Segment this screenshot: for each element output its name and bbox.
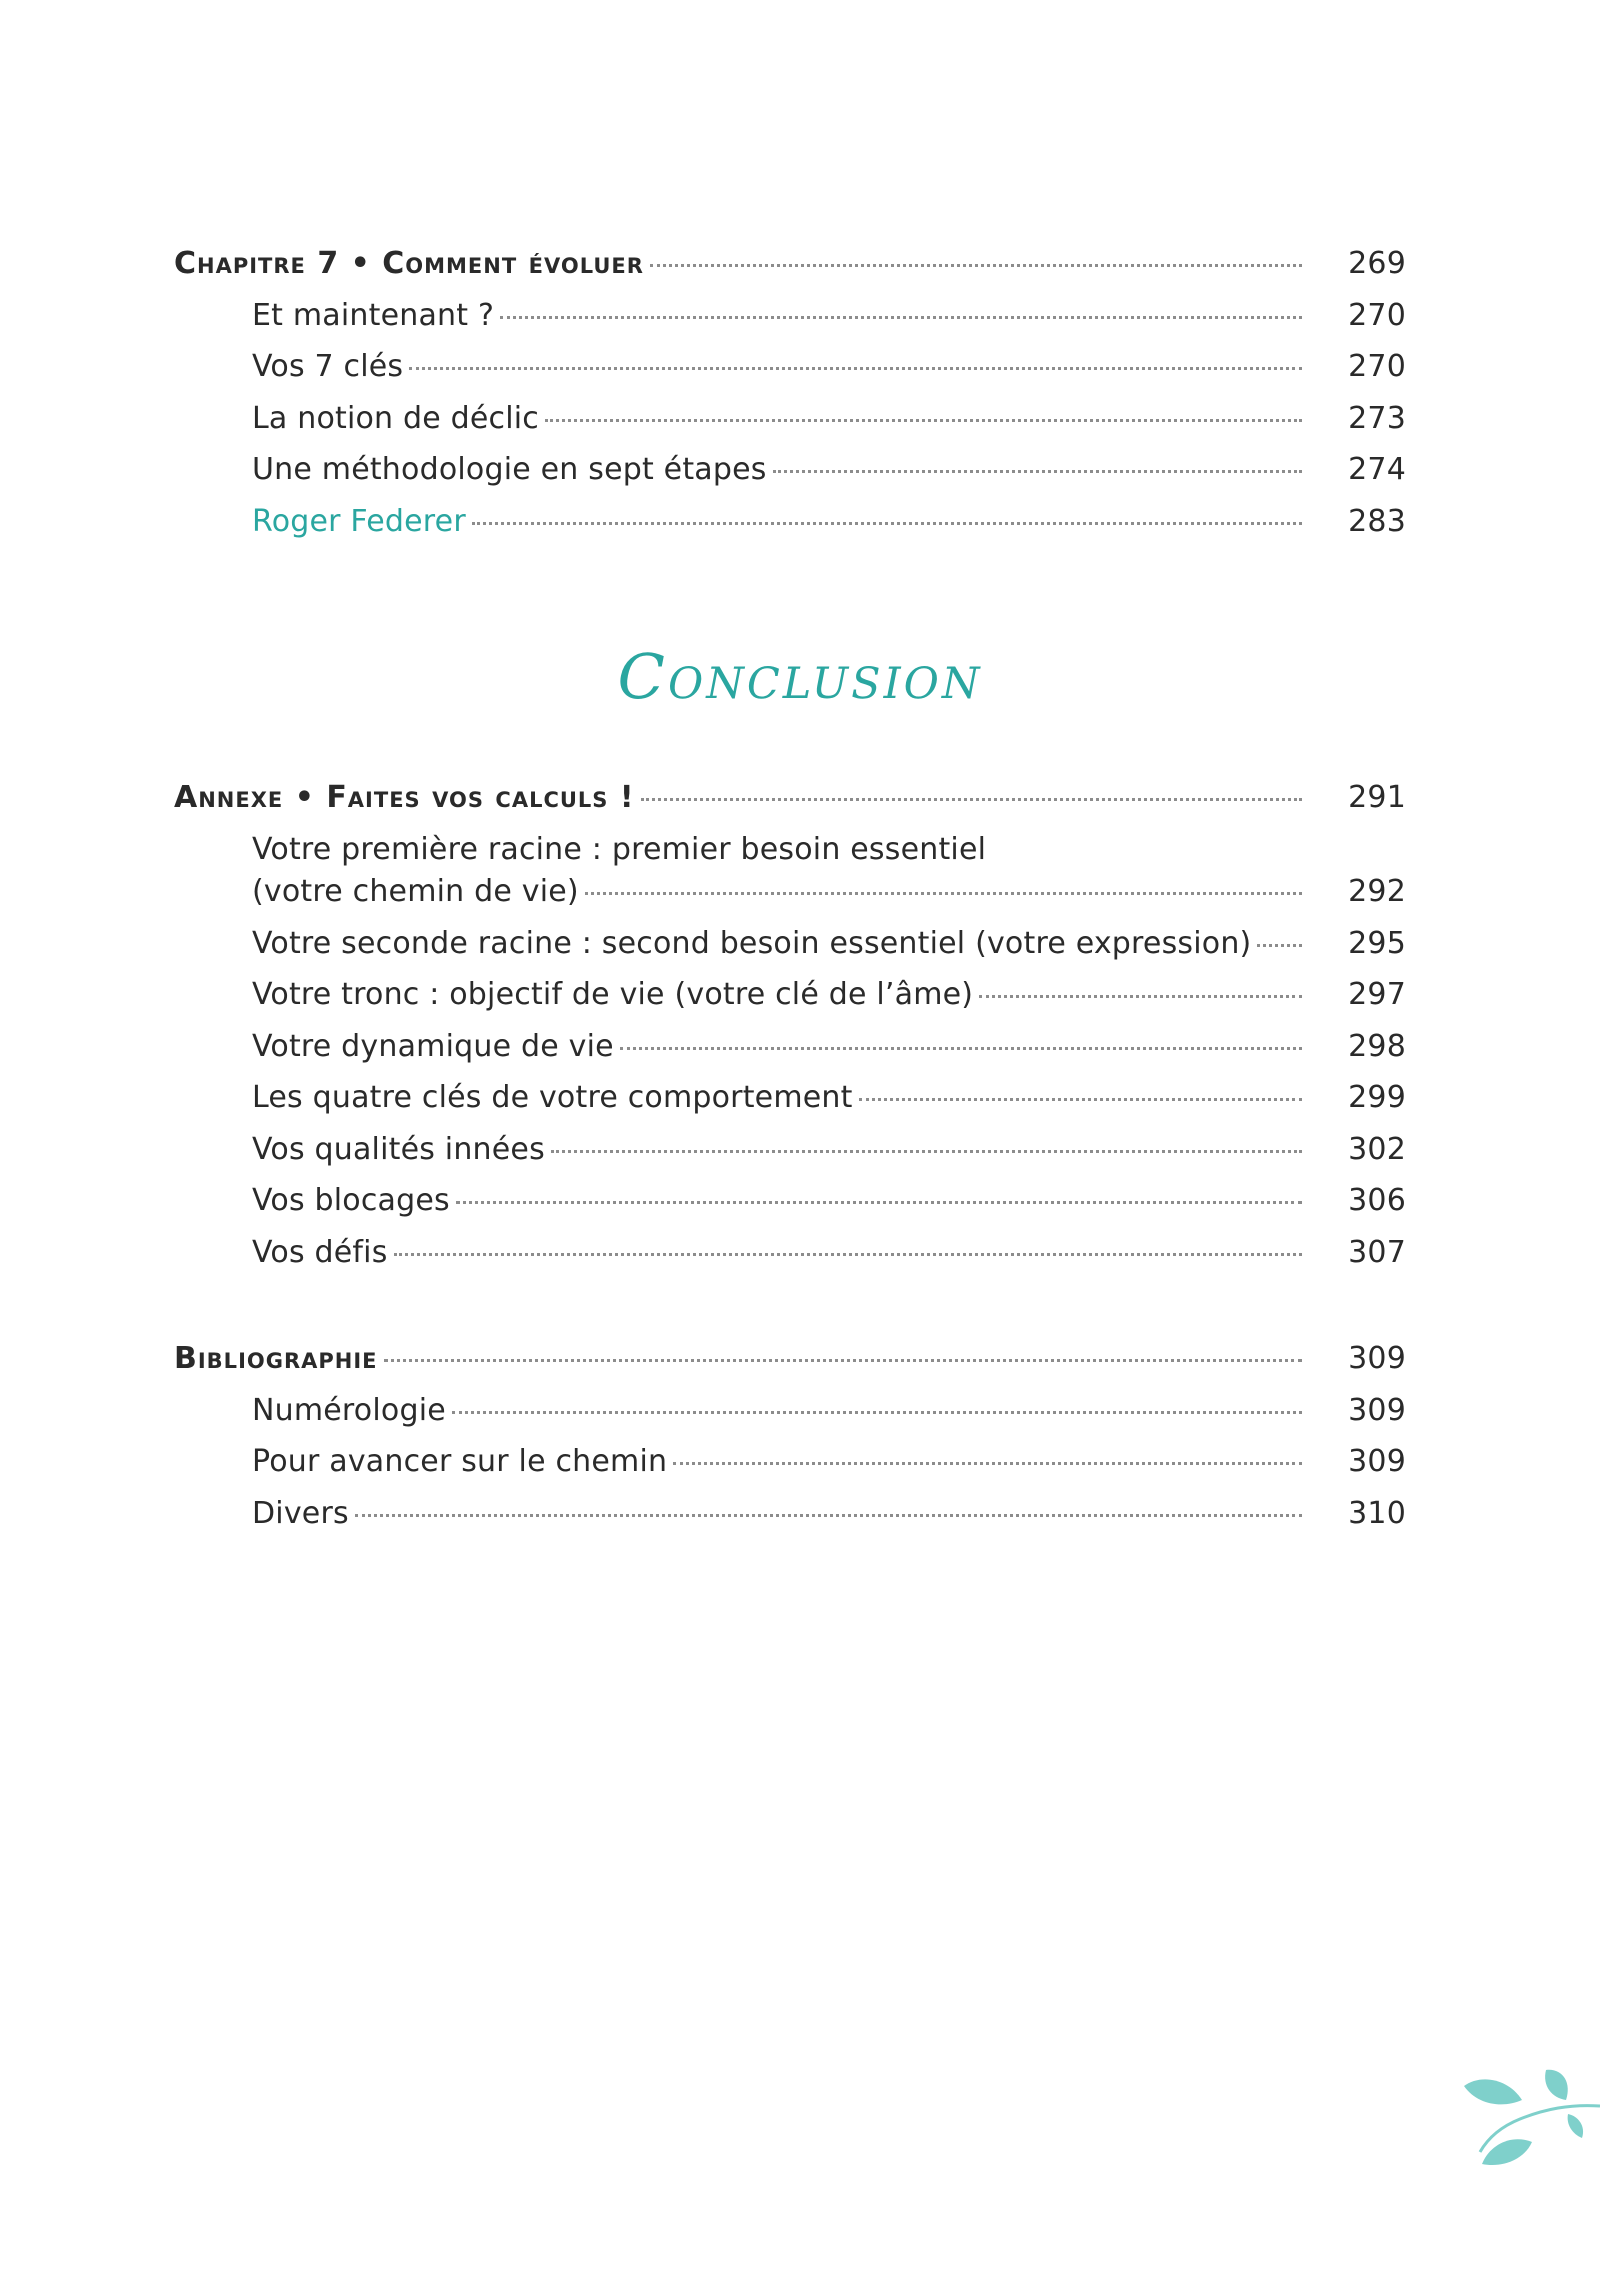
dot-leader	[551, 1150, 1302, 1153]
dot-leader	[355, 1514, 1302, 1517]
toc-entry-label: Vos défis	[252, 1234, 388, 1270]
toc-entry-label: Votre seconde racine : second besoin essentiel (votre expression)	[252, 925, 1252, 961]
toc-entry-label-line1: Votre première racine : premier besoin essentiel	[252, 831, 987, 867]
dot-leader	[452, 1411, 1302, 1414]
toc-entry[interactable]	[174, 1496, 1406, 1548]
toc-entry[interactable]	[174, 298, 1406, 350]
toc-entry[interactable]	[174, 1183, 1406, 1235]
toc-entry[interactable]	[174, 926, 1406, 978]
toc-chapter-7	[174, 246, 1406, 555]
toc-entry-label: La notion de déclic	[252, 400, 539, 436]
dot-leader	[456, 1201, 1302, 1204]
toc-entry-label: Votre dynamique de vie	[252, 1028, 614, 1064]
dot-leader	[859, 1098, 1302, 1101]
dot-leader	[641, 798, 1302, 801]
toc-entry[interactable]	[174, 349, 1406, 401]
toc-entry-label: Roger Federer	[252, 503, 466, 539]
toc-entry[interactable]	[174, 1235, 1406, 1287]
toc-entry[interactable]	[174, 452, 1406, 504]
toc-entry-label: Votre tronc : objectif de vie (votre clé de l’âme)	[252, 977, 974, 1012]
toc-entry[interactable]	[174, 1393, 1406, 1445]
toc-page-number: 295	[1348, 925, 1406, 961]
toc-entry-label: Numérologie	[252, 1392, 446, 1428]
toc-entry[interactable]	[174, 977, 1406, 1029]
toc-page-number: 273	[1348, 400, 1406, 436]
toc-entry-label: Vos qualités innées	[252, 1131, 545, 1167]
dot-leader	[1257, 944, 1302, 947]
dot-leader	[545, 419, 1302, 422]
toc-entry-bibliographie[interactable]	[174, 1341, 1406, 1393]
toc-entry[interactable]	[174, 401, 1406, 453]
toc-entry[interactable]	[174, 1080, 1406, 1132]
dot-leader	[650, 264, 1302, 267]
toc-entry[interactable]	[174, 1444, 1406, 1496]
dot-leader	[585, 892, 1302, 895]
toc-page-number: 309	[1348, 1392, 1406, 1428]
toc-entry-highlighted[interactable]	[174, 504, 1406, 556]
toc-entry-label: Vos 7 clés	[252, 349, 404, 384]
toc-entry-label: Vos blocages	[252, 1183, 450, 1218]
toc-page-number: 306	[1348, 1183, 1406, 1218]
toc-entry-label-line2: (votre chemin de vie)	[252, 873, 579, 909]
leaf-branch-icon	[1450, 2064, 1600, 2174]
toc-entry[interactable]	[174, 1029, 1406, 1081]
toc-page-number: 269	[1348, 246, 1406, 281]
toc-entry-label: Divers	[252, 1495, 349, 1531]
toc-entry-title: Annexe • Faites vos calculs !	[174, 780, 635, 815]
toc-page-number: 291	[1348, 780, 1406, 815]
dot-leader	[394, 1253, 1302, 1256]
toc-page-number: 283	[1348, 503, 1406, 539]
section-heading-conclusion: Conclusion	[617, 640, 983, 713]
toc-entry[interactable]	[174, 1132, 1406, 1184]
toc-page-number: 307	[1348, 1234, 1406, 1270]
dot-leader	[472, 522, 1302, 525]
toc-page-number: 302	[1348, 1131, 1406, 1167]
toc-page-number: 299	[1348, 1080, 1406, 1115]
dot-leader	[620, 1047, 1302, 1050]
toc-page-number: 309	[1348, 1444, 1406, 1479]
dot-leader	[673, 1462, 1302, 1465]
toc-page-number: 310	[1348, 1495, 1406, 1531]
dot-leader	[384, 1359, 1302, 1362]
toc-page-number: 298	[1348, 1028, 1406, 1064]
toc-entry-title: Chapitre 7 • Comment évoluer	[174, 246, 644, 281]
toc-entry-label: Pour avancer sur le chemin	[252, 1444, 668, 1479]
toc-page-number: 270	[1348, 349, 1406, 384]
toc-bibliographie	[174, 1341, 1406, 1547]
dot-leader	[409, 367, 1302, 370]
toc-page-number: 309	[1348, 1341, 1406, 1376]
toc-entry[interactable]	[174, 832, 1406, 926]
toc-page-number: 292	[1348, 873, 1406, 909]
toc-page-number: 274	[1348, 452, 1406, 487]
toc-page-number: 297	[1348, 977, 1406, 1012]
toc-entry-label: Les quatre clés de votre comportement	[252, 1080, 853, 1115]
toc-entry-chapter-7[interactable]	[174, 246, 1406, 298]
dot-leader	[500, 316, 1302, 319]
toc-entry-title: Bibliographie	[174, 1341, 378, 1376]
toc-page-number: 270	[1348, 297, 1406, 333]
toc-entry-label: Et maintenant ?	[252, 297, 495, 333]
toc-entry-label: Une méthodologie en sept étapes	[252, 452, 767, 487]
toc-entry-annexe[interactable]	[174, 780, 1406, 832]
toc-annexe	[174, 780, 1406, 1286]
dot-leader	[979, 995, 1302, 998]
dot-leader	[773, 470, 1302, 473]
